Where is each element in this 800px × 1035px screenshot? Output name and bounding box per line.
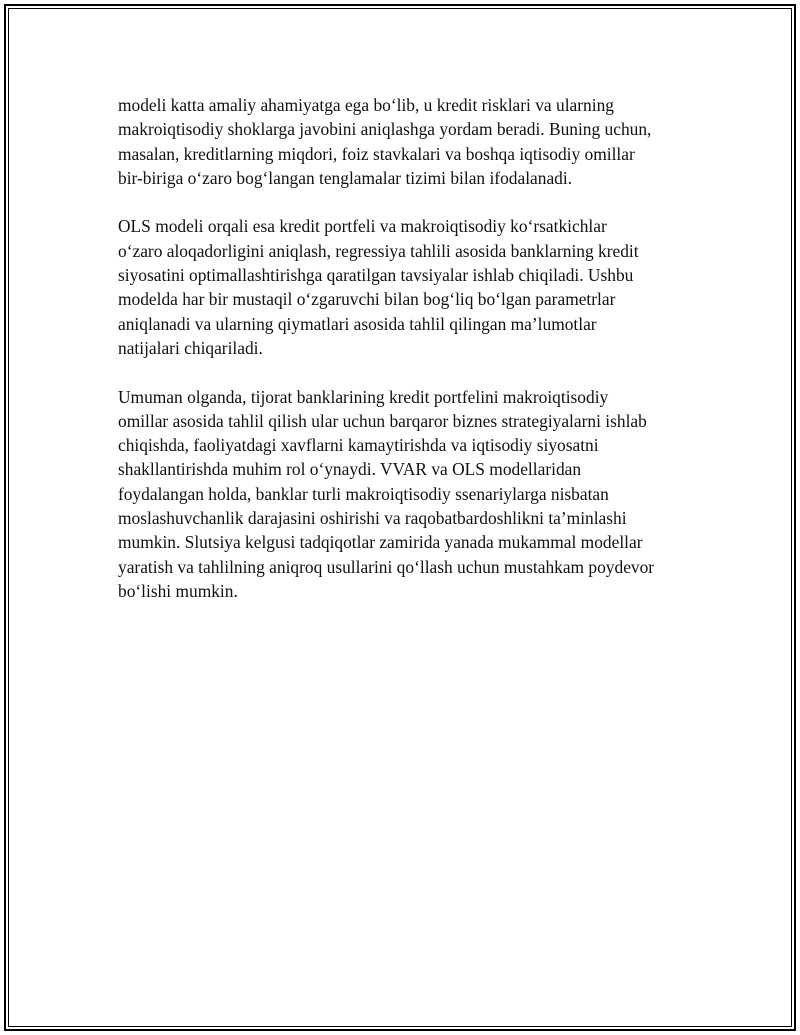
text-line: shakllantirishda muhim rol o‘ynaydi. VVAR va OLS modellaridan bbox=[118, 459, 582, 480]
text-line: moslashuvchanlik darajasini oshirishi va raqobatbardoshlikni ta’minlashi bbox=[118, 508, 627, 529]
text-line: bir-biriga o‘zaro bog‘langan tenglamalar tizimi bilan ifodalanadi. bbox=[118, 167, 573, 188]
text-line: modeli katta amaliy ahamiyatga ega bo‘lib, u kredit risklari va ularning bbox=[118, 95, 614, 115]
text-line: omillar asosida tahlil qilish ular uchun barqaror biznes strategiyalarni ishlab bbox=[118, 410, 647, 431]
text-line: makroiqtisodiy shoklarga javobini aniqlashga yordam beradi. Buning uchun, bbox=[118, 119, 652, 140]
text-line: bo‘lishi mumkin. bbox=[118, 580, 238, 601]
text-line: mumkin. Slutsiya kelgusi tadqiqotlar zamirida yanada mukammal modellar bbox=[118, 532, 643, 553]
text-line: o‘zaro aloqadorligini aniqlash, regressiya tahlili asosida banklarning kredit bbox=[118, 240, 639, 261]
text-line: OLS modeli orqali esa kredit portfeli va makroiqtisodiy ko‘rsatkichlar bbox=[118, 216, 607, 237]
text-line: Umuman olganda, tijorat banklarining kredit portfelini makroiqtisodiy bbox=[118, 386, 609, 407]
paragraph-2 bbox=[118, 214, 698, 360]
text-line: foydalangan holda, banklar turli makroiqtisodiy ssenariylarga nisbatan bbox=[118, 483, 609, 504]
text-line: natijalari chiqariladi. bbox=[118, 337, 263, 358]
paragraph-1 bbox=[118, 93, 698, 190]
text-line: chiqishda, faoliyatdagi xavflarni kamaytirishda va iqtisodiy siyosatni bbox=[118, 435, 599, 456]
text-line: modelda har bir mustaqil o‘zgaruvchi bilan bog‘liq bo‘lgan parametrlar bbox=[118, 289, 616, 310]
document-body bbox=[118, 93, 698, 628]
text-line: masalan, kreditlarning miqdori, foiz stavkalari va boshqa iqtisodiy omillar bbox=[118, 143, 635, 164]
text-line: aniqlanadi va ularning qiymatlari asosida tahlil qilingan ma’lumotlar bbox=[118, 313, 597, 334]
text-line: siyosatini optimallashtirishga qaratilgan tavsiyalar ishlab chiqiladi. Ushbu bbox=[118, 265, 634, 286]
text-line: yaratish va tahlilning aniqroq usullarini qo‘llash uchun mustahkam poydevor bbox=[118, 556, 655, 577]
paragraph-3 bbox=[118, 385, 698, 604]
